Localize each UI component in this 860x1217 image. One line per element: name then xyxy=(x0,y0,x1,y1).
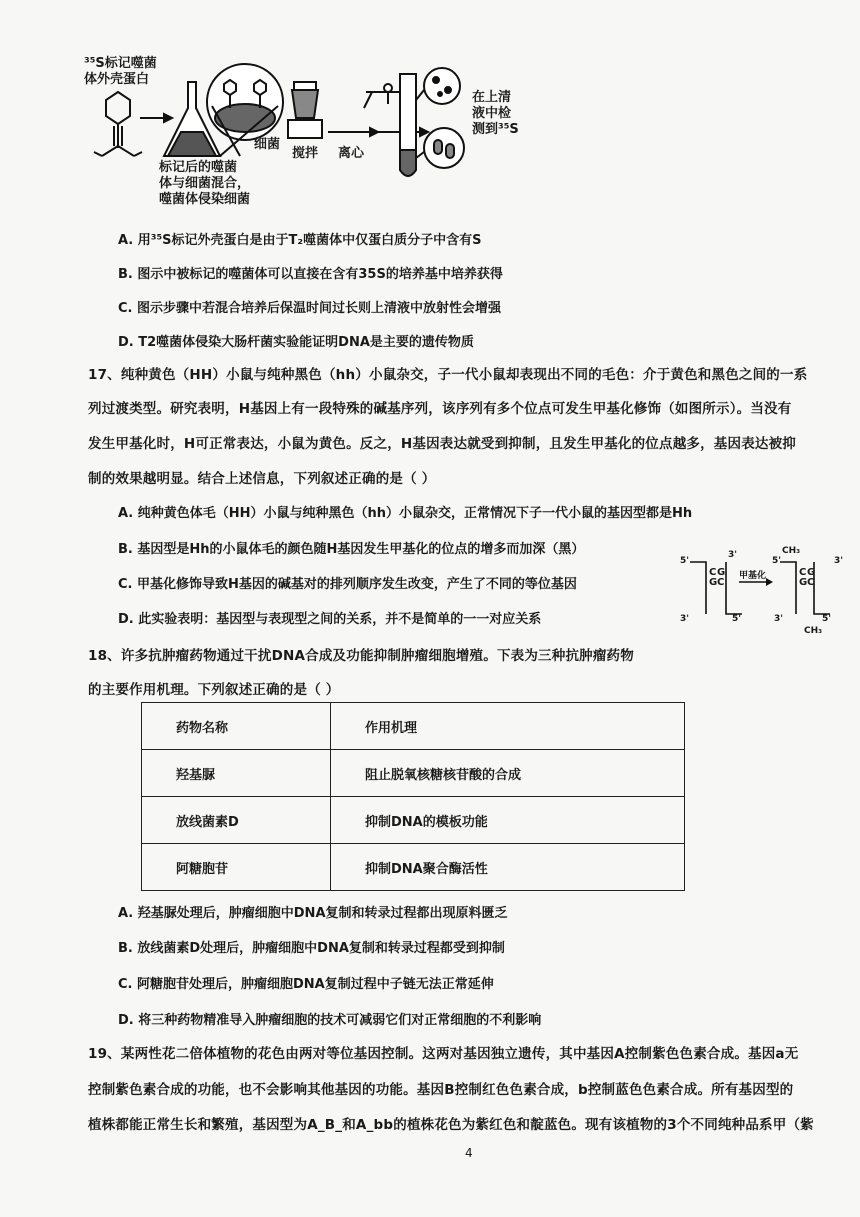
q16-option-b: B. 图示中被标记的噬菌体可以直接在含有35S的培养基中培养获得 xyxy=(118,267,503,282)
q17-option-b: B. 基因型是Hh的小鼠体毛的颜色随H基因发生甲基化的位点的增多而加深（黑） xyxy=(118,542,585,557)
base-pair-left: C G xyxy=(709,567,718,588)
base-pair-left-complement: G C xyxy=(717,567,726,588)
label-centrifuge: 离心 xyxy=(338,146,365,161)
q17-option-a: A. 纯种黄色体毛（HH）小鼠与纯种黑色（hh）小鼠杂交，正常情况下子一代小鼠的基因型都是Hh xyxy=(118,506,693,521)
ch3-bottom: CH₃ xyxy=(804,626,823,636)
q18-line: 18、许多抗肿瘤药物通过干扰DNA合成及功能抑制肿瘤细胞增殖。下表为三种抗肿瘤药物 xyxy=(88,648,634,664)
strand-end-5-bottom-left: 5' xyxy=(732,614,742,624)
q17-line: 制的效果越明显。结合上述信息，下列叙述正确的是（ ） xyxy=(88,471,436,487)
q18-option-c: C. 阿糖胞苷处理后，肿瘤细胞DNA复制过程中子链无法正常延伸 xyxy=(118,977,494,992)
label-result: 在上清 液中检 测到³⁵S xyxy=(472,90,519,137)
table-header: 药物名称 xyxy=(142,703,331,750)
table-cell: 阻止脱氧核糖核苷酸的合成 xyxy=(331,750,685,797)
label-s35-protein: ³⁵S标记噬菌 体外壳蛋白 xyxy=(84,56,157,87)
q18-line: 的主要作用机理。下列叙述正确的是（ ） xyxy=(88,682,340,698)
table-cell: 抑制DNA的模板功能 xyxy=(331,797,685,844)
q19-line: 19、某两性花二倍体植物的花色由两对等位基因控制。这两对基因独立遗传，其中基因A控制紫色色素合成。基因a无 xyxy=(88,1046,799,1062)
strand-end-3-left: 3' xyxy=(728,550,738,560)
q17-line: 发生甲基化时，H可正常表达，小鼠为黄色。反之，H基因表达就受到抑制，且发生甲基化的位点越多，基因表达被抑 xyxy=(88,436,796,452)
ch3-top: CH₃ xyxy=(782,546,801,556)
table-cell: 阿糖胞苷 xyxy=(142,844,331,891)
q18-option-b: B. 放线菌素D处理后，肿瘤细胞中DNA复制和转录过程都受到抑制 xyxy=(118,941,505,956)
q19-line: 控制紫色素合成的功能，也不会影响其他基因的功能。基因B控制红色色素合成，b控制蓝色色素合成。所有基因型的 xyxy=(88,1082,794,1098)
label-bacteria: 细菌 xyxy=(254,137,281,152)
methylation-arrow-label: 甲基化 xyxy=(739,571,767,581)
label-stir: 搅拌 xyxy=(292,146,319,161)
q16-option-c: C. 图示步骤中若混合培养后保温时间过长则上清液中放射性会增强 xyxy=(118,301,502,316)
q17-line: 列过渡类型。研究表明，H基因上有一段特殊的碱基序列，该序列有多个位点可发生甲基化修饰（如图所示）。当没有 xyxy=(88,401,792,417)
label-mix: 标记后的噬菌 体与细菌混合， 噬菌体侵染细菌 xyxy=(159,160,251,207)
blender-icon xyxy=(288,82,322,138)
q18-option-d: D. 将三种药物精准导入肿瘤细胞的技术可减弱它们对正常细胞的不利影响 xyxy=(118,1013,542,1028)
table-cell: 抑制DNA聚合酶活性 xyxy=(331,844,685,891)
strand-end-5-left: 5' xyxy=(680,556,690,566)
test-tube-icon xyxy=(400,74,416,176)
strand-end-5-bottom-right: 5' xyxy=(822,614,832,624)
arrow-icon xyxy=(140,114,172,122)
phage-icon xyxy=(94,92,142,156)
table-header-row xyxy=(142,703,685,750)
table-row xyxy=(142,750,685,797)
arrow-icon xyxy=(328,128,378,136)
methylation-diagram xyxy=(676,544,846,644)
table-cell: 放线菌素D xyxy=(142,797,331,844)
table-header: 作用机理 xyxy=(331,703,685,750)
page-number: 4 xyxy=(465,1146,473,1160)
q17-option-c: C. 甲基化修饰导致H基因的碱基对的排列顺序发生改变，产生了不同的等位基因 xyxy=(118,577,577,592)
q19-line: 植株都能正常生长和繁殖，基因型为A_B_和A_bb的植株花色为紫红色和靛蓝色。现有该植物的3个不同纯种品系甲（紫 xyxy=(88,1117,814,1133)
table-cell: 羟基脲 xyxy=(142,750,331,797)
base-pair-right-complement: G C xyxy=(807,567,816,588)
base-pair-right: C G xyxy=(799,567,808,588)
supernatant-magnified-icon xyxy=(416,68,460,104)
strand-end-3-right: 3' xyxy=(834,556,844,566)
table-row xyxy=(142,797,685,844)
strand-end-3-bottom-left: 3' xyxy=(680,614,690,624)
q16-option-a: A. 用³⁵S标记外壳蛋白是由于T₂噬菌体中仅蛋白质分子中含有S xyxy=(118,233,482,248)
q18-option-a: A. 羟基脲处理后，肿瘤细胞中DNA复制和转录过程都出现原料匮乏 xyxy=(118,906,508,921)
table-row xyxy=(142,844,685,891)
strand-end-3-bottom-right: 3' xyxy=(774,614,784,624)
q17-line: 17、纯种黄色（HH）小鼠与纯种黑色（hh）小鼠杂交，子一代小鼠却表现出不同的毛色：介于黄色和黑色之间的一系 xyxy=(88,367,808,383)
strand-end-5-right: 5' xyxy=(772,556,782,566)
drug-table xyxy=(141,702,685,891)
q17-option-d: D. 此实验表明：基因型与表现型之间的关系，并不是简单的一一对应关系 xyxy=(118,612,542,627)
q16-option-d: D. T2噬菌体侵染大肠杆菌实验能证明DNA是主要的遗传物质 xyxy=(118,335,474,350)
